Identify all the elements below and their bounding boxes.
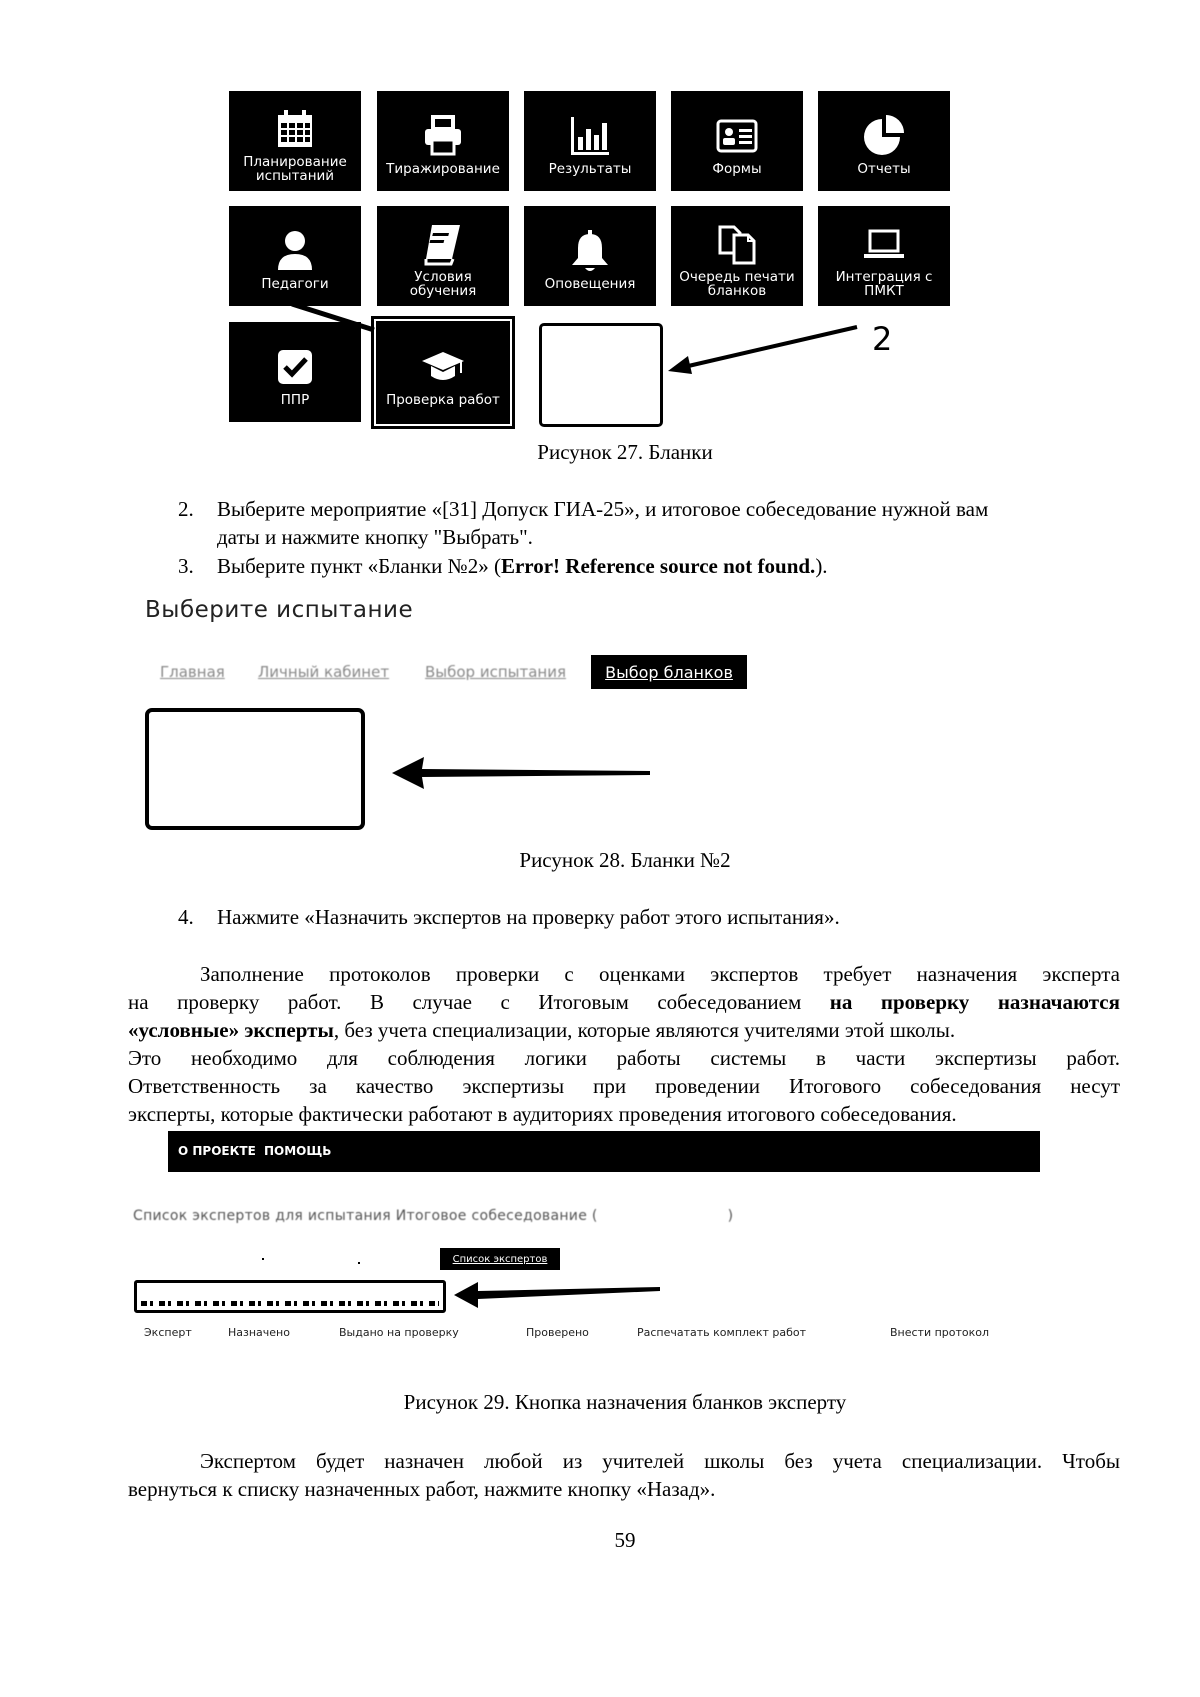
figure-caption: Рисунок 27. Бланки — [537, 440, 713, 464]
page-number: 59 — [614, 1528, 636, 1552]
list-item — [178, 552, 1138, 580]
laptop-icon — [861, 221, 907, 267]
paragraph-line: эксперты, которые фактически работают в аудиториях проведения итогового собеседования. — [128, 1102, 957, 1126]
tile-teachers[interactable] — [229, 206, 361, 306]
paragraph — [128, 960, 1120, 1128]
tile-label: Очередь печати бланков — [679, 268, 795, 299]
calendar-icon — [272, 106, 318, 152]
breadcrumb-forms-select[interactable]: Выбор бланков — [591, 655, 747, 689]
printer-icon — [420, 113, 466, 159]
tile-label: Условия обучения — [409, 268, 477, 299]
pie-chart-icon — [861, 113, 907, 159]
page-title: Выберите испытание — [145, 597, 414, 623]
tile-label: Планирование испытаний — [243, 153, 347, 184]
user-icon — [272, 228, 318, 274]
id-card-icon — [714, 113, 760, 159]
experts-list-button[interactable]: Список экспертов — [440, 1248, 560, 1270]
callout-arrow-icon — [664, 318, 864, 380]
obscured-text — [141, 1301, 439, 1306]
dot — [358, 1262, 360, 1264]
blank-placeholder — [145, 708, 365, 830]
tile-results[interactable] — [524, 91, 656, 191]
experts-list-title: Список экспертов для испытания Итоговое собеседование ( ) — [133, 1208, 734, 1224]
tile-work-check[interactable] — [374, 319, 512, 426]
list-item — [178, 495, 1138, 551]
tile-label: Интеграция с ПМКТ — [835, 268, 933, 299]
list-text: даты и нажмите кнопку "Выбрать". — [217, 525, 533, 549]
breadcrumb-test-select[interactable]: Выбор испытания — [425, 663, 567, 681]
pointer-arrow-icon — [452, 1278, 664, 1312]
paragraph-line: Это необходимо для соблюдения логики работы системы в части экспертизы работ. — [128, 1046, 1120, 1070]
pointer-arrow-icon — [388, 755, 654, 791]
breadcrumb-cabinet[interactable]: Личный кабинет — [258, 663, 390, 681]
column-header-print: Распечатать комплект работ — [637, 1326, 807, 1339]
tile-test-planning[interactable] — [229, 91, 361, 191]
paragraph-line: Заполнение протоколов проверки с оценками экспертов требует назначения эксперта — [200, 962, 1120, 986]
tile-label: Оповещения — [544, 275, 636, 292]
tile-label: Результаты — [548, 160, 632, 177]
figure-caption: Рисунок 28. Бланки №2 — [519, 848, 731, 872]
tile-label: Проверка работ — [386, 392, 500, 408]
tile-label: Педагоги — [261, 275, 329, 292]
list-item — [178, 903, 1138, 931]
tile-print-queue[interactable] — [671, 206, 803, 306]
breadcrumb-home[interactable]: Главная — [160, 663, 225, 681]
tile-label: ППР — [280, 391, 310, 408]
tile-pmkt-integration[interactable] — [818, 206, 950, 306]
top-navbar — [168, 1131, 1040, 1172]
bell-icon — [567, 228, 613, 274]
callout-number: 2 — [872, 320, 893, 358]
tile-label: Тиражирование — [386, 160, 500, 177]
column-header-issued: Выдано на проверку — [339, 1326, 459, 1339]
paragraph-line: «условные» эксперты, без учета специализации, которые являются учителями этой школы. — [128, 1018, 956, 1042]
paragraph-line: вернуться к списку назначенных работ, нажмите кнопку «Назад». — [128, 1477, 716, 1501]
reference-error: Error! Reference source not found. — [500, 554, 816, 578]
column-header-assigned: Назначено — [228, 1326, 290, 1339]
nav-help[interactable]: ПОМОЩЬ — [264, 1144, 332, 1158]
tile-label: Формы — [712, 160, 762, 177]
copy-icon — [714, 221, 760, 267]
list-number: 4. — [178, 905, 194, 929]
paragraph-line: Экспертом будет назначен любой из учителей школы без учета специализации. Чтобы — [200, 1449, 1120, 1473]
tile-notifications[interactable] — [524, 206, 656, 306]
assign-experts-button[interactable] — [134, 1280, 446, 1313]
book-icon — [420, 221, 466, 267]
dot — [262, 1258, 264, 1260]
blank-placeholder — [539, 323, 663, 427]
nav-about[interactable]: О ПРОЕКТЕ — [178, 1144, 256, 1158]
list-text: Нажмите «Назначить экспертов на проверку работ этого испытания». — [217, 905, 840, 929]
list-number: 3. — [178, 554, 194, 578]
list-text: Выберите мероприятие «[31] Допуск ГИА-25», и итоговое собеседование нужной вам — [217, 497, 989, 521]
tile-replication[interactable] — [377, 91, 509, 191]
paragraph-line: на проверку работ. В случае с Итоговым собеседованием на проверку назначаются — [128, 990, 1120, 1014]
column-header-checked: Проверено — [526, 1326, 589, 1339]
list-text: Выберите пункт «Бланки №2» (Error! Reference source not found.). — [217, 554, 828, 578]
bar-chart-icon — [567, 113, 613, 159]
graduation-cap-icon — [420, 344, 466, 390]
tile-forms[interactable] — [671, 91, 803, 191]
connector-arrow — [290, 300, 380, 360]
tile-learning-conditions[interactable] — [377, 206, 509, 306]
tile-label: Отчеты — [857, 160, 911, 177]
figure-caption: Рисунок 29. Кнопка назначения бланков эксперту — [403, 1390, 847, 1414]
list-number: 2. — [178, 497, 194, 521]
paragraph-line: Ответственность за качество экспертизы при проведении Итогового собеседования несут — [128, 1074, 1120, 1098]
column-header-expert: Эксперт — [144, 1326, 192, 1339]
tile-reports[interactable] — [818, 91, 950, 191]
column-header-protocol: Внести протокол — [890, 1326, 990, 1339]
paragraph — [128, 1447, 1120, 1503]
